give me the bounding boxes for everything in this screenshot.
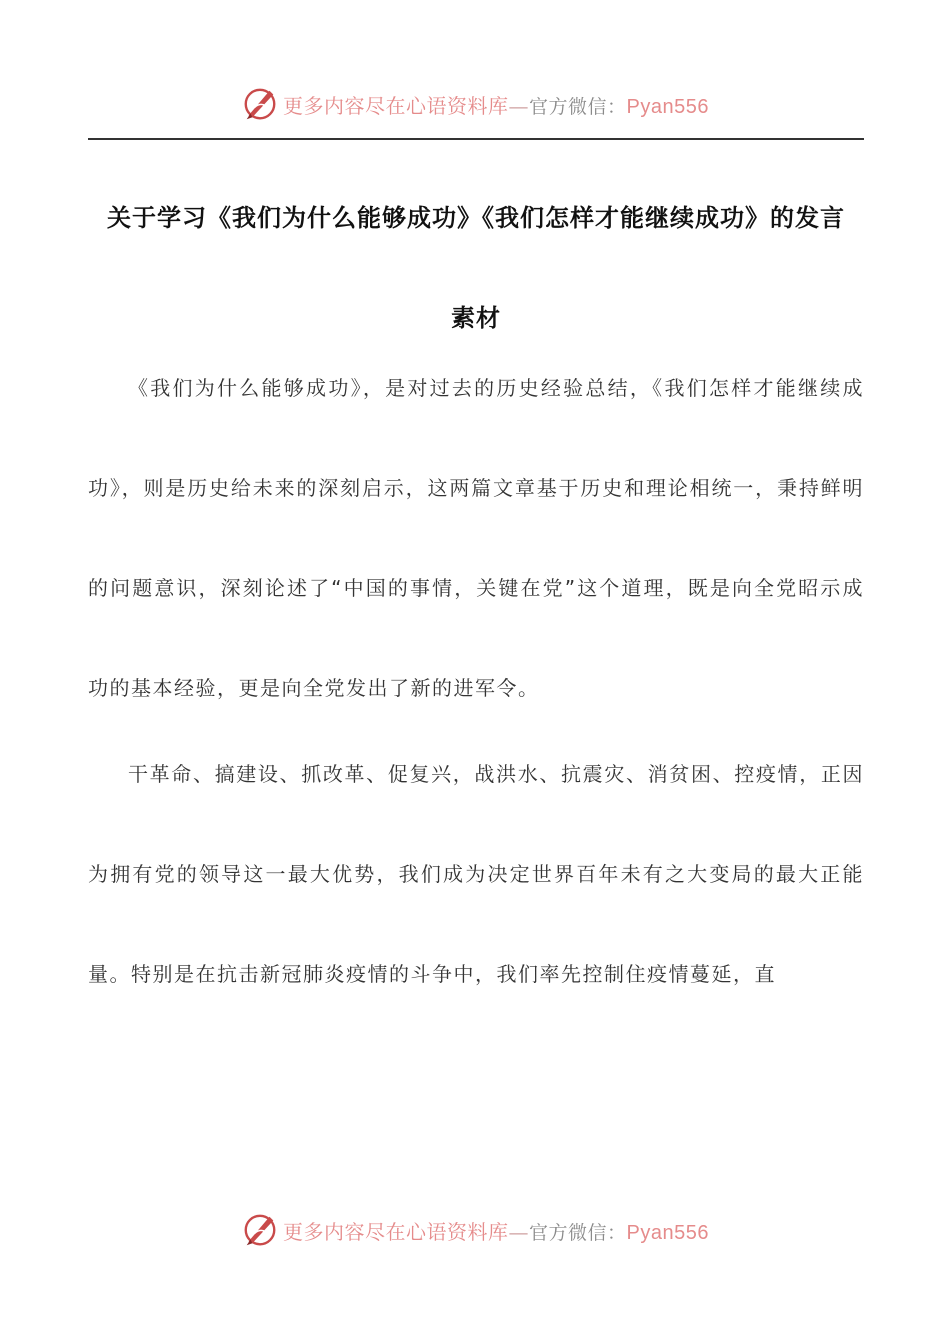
footer-handle: Pyan556 xyxy=(626,1221,709,1244)
footer-official-label: 官方微信： xyxy=(529,1221,627,1244)
header-site-text: 更多内容尽在心语资料库 xyxy=(283,93,509,118)
header-banner xyxy=(0,84,950,124)
footer-site-text: 更多内容尽在心语资料库 xyxy=(283,1219,509,1244)
document-title-line-2: 素材 xyxy=(451,304,501,332)
header-handle: Pyan556 xyxy=(626,95,709,118)
body-paragraph-2: 干革命、搞建设、抓改革、促复兴，战洪水、抗震灾、消贫困、控疫情，正因为拥有党的领导这一最大优势，我们成为决定世界百年未有之大变局的最大正能量。特别是在抗击新冠肺炎疫情的斗争中，我们率先控制住疫情蔓延，直 xyxy=(88,762,864,986)
header-official-label: 官方微信： xyxy=(529,95,627,118)
pen-seal-icon xyxy=(241,1211,279,1249)
footer-banner-text xyxy=(283,1216,709,1245)
document-body xyxy=(88,338,864,1024)
header-divider xyxy=(88,138,864,140)
document-title-line-1: 关于学习《我们为什么能够成功》《我们怎样才能继续成功》的发言 xyxy=(107,204,845,232)
footer-separator: — xyxy=(508,1219,529,1244)
header-banner-text xyxy=(283,90,709,119)
header-separator: — xyxy=(508,93,529,118)
body-paragraph-1: 《我们为什么能够成功》，是对过去的历史经验总结，《我们怎样才能继续成功》，则是历史给未来的深刻启示，这两篇文章基于历史和理论相统一，秉持鲜明的问题意识，深刻论述了“中国的事情，关键在党”这个道理，既是向全党昭示成功的基本经验，更是向全党发出了新的进军令。 xyxy=(88,376,864,700)
pen-seal-icon xyxy=(241,85,279,123)
footer-banner xyxy=(0,1210,950,1250)
